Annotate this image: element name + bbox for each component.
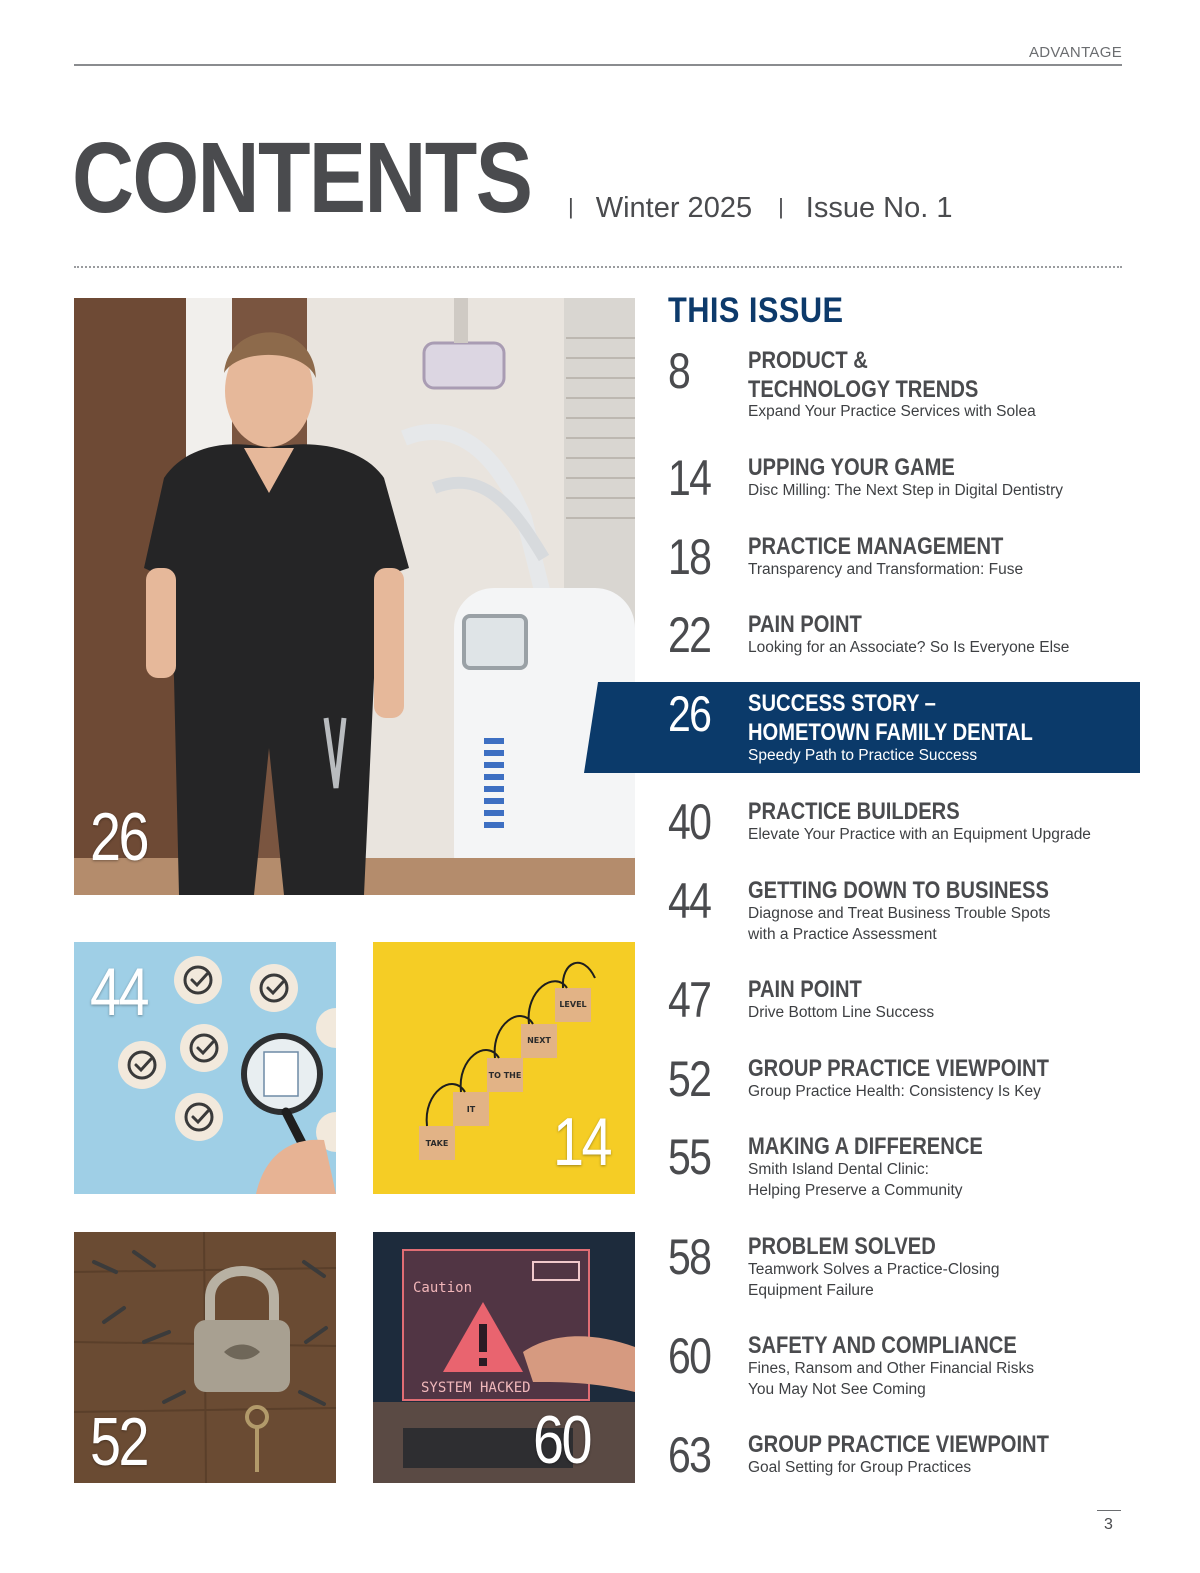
system-hacked-label: SYSTEM HACKED [421,1380,531,1396]
photo-page-number: 14 [553,1104,611,1180]
feature-photo-44[interactable] [74,942,336,1194]
entry-description: Teamwork Solves a Practice-Closing Equipment Failure [748,1261,1000,1299]
caution-label: Caution [413,1280,473,1296]
magazine-brand: ADVANTAGE [1029,44,1122,61]
entry-category: SAFETY AND COMPLIANCE [748,1332,1017,1359]
entry-page-number: 14 [668,450,711,506]
entry-description: Fines, Ransom and Other Financial Risks You May Not See Coming [748,1360,1035,1398]
entry-description: Speedy Path to Practice Success [748,747,978,764]
system-hacked-illustration [373,1232,635,1483]
folio-rule [1097,1510,1121,1511]
entry-page-number: 8 [668,343,690,399]
entry-category: UPPING YOUR GAME [748,454,955,481]
dentist-photo-illustration [74,298,635,895]
subtitle-separator: | [568,194,574,219]
step-label: TAKE [425,1139,449,1148]
entry-page-number: 52 [668,1051,711,1107]
photo-page-number: 60 [533,1402,591,1478]
entry-category: MAKING A DIFFERENCE [748,1133,983,1160]
entry-page-number: 18 [668,529,711,585]
entry-category: GROUP PRACTICE VIEWPOINT [748,1055,1049,1082]
entry-page-number: 47 [668,972,711,1028]
entry-description: Group Practice Health: Consistency Is Key [748,1083,1041,1100]
entry-description: Smith Island Dental Clinic: Helping Preserve a Community [748,1161,963,1199]
entry-description: Expand Your Practice Services with Solea [748,403,1036,420]
entry-category: PRACTICE BUILDERS [748,798,960,825]
header-rule [74,64,1122,66]
feature-photo-14[interactable] [373,942,635,1194]
step-label: IT [466,1105,476,1114]
entry-page-number: 40 [668,794,711,850]
entry-page-number: 63 [668,1427,711,1483]
subtitle-separator: | [778,194,784,219]
entry-category: PROBLEM SOLVED [748,1233,936,1260]
photo-page-number: 52 [90,1404,148,1480]
photo-page-number: 44 [90,954,148,1030]
entry-category: PAIN POINT [748,611,862,638]
step-label: TO THE [488,1071,522,1080]
title-dotted-rule [74,266,1122,268]
entry-category: PRODUCT & TECHNOLOGY TRENDS [748,347,979,404]
entry-description: Goal Setting for Group Practices [748,1459,972,1476]
entry-page-number: 44 [668,873,711,929]
issue-number: Issue No. 1 [805,192,953,224]
entry-description: Drive Bottom Line Success [748,1004,935,1021]
entry-page-number: 58 [668,1229,711,1285]
feature-photo-26[interactable] [74,298,635,895]
entry-description: Looking for an Associate? So Is Everyone Else [748,639,1070,656]
entry-category: GETTING DOWN TO BUSINESS [748,877,1049,904]
issue-season: Winter 2025 [595,192,753,224]
issue-subtitle [568,194,952,223]
step-label: LEVEL [559,1000,587,1009]
entry-category: PAIN POINT [748,976,862,1003]
entry-page-number: 60 [668,1328,711,1384]
entry-category: SUCCESS STORY – HOMETOWN FAMILY DENTAL [748,690,1033,747]
entry-description: Elevate Your Practice with an Equipment Upgrade [748,826,1091,843]
feature-photo-52[interactable] [74,1232,336,1483]
page-folio: 3 [1104,1516,1113,1533]
entry-page-number: 26 [668,686,711,742]
entry-category: GROUP PRACTICE VIEWPOINT [748,1431,1049,1458]
page-title: CONTENTS [72,122,532,234]
entry-category: PRACTICE MANAGEMENT [748,533,1004,560]
photo-page-number: 26 [90,799,148,875]
entry-description: Diagnose and Treat Business Trouble Spots with a Practice Assessment [748,905,1051,943]
this-issue-heading: THIS ISSUE [668,291,844,330]
entry-description: Transparency and Transformation: Fuse [748,561,1024,578]
feature-photo-60[interactable] [373,1232,635,1483]
entry-page-number: 55 [668,1129,711,1185]
entry-description: Disc Milling: The Next Step in Digital Dentistry [748,482,1063,499]
step-label: NEXT [527,1036,551,1045]
entry-page-number: 22 [668,607,711,663]
